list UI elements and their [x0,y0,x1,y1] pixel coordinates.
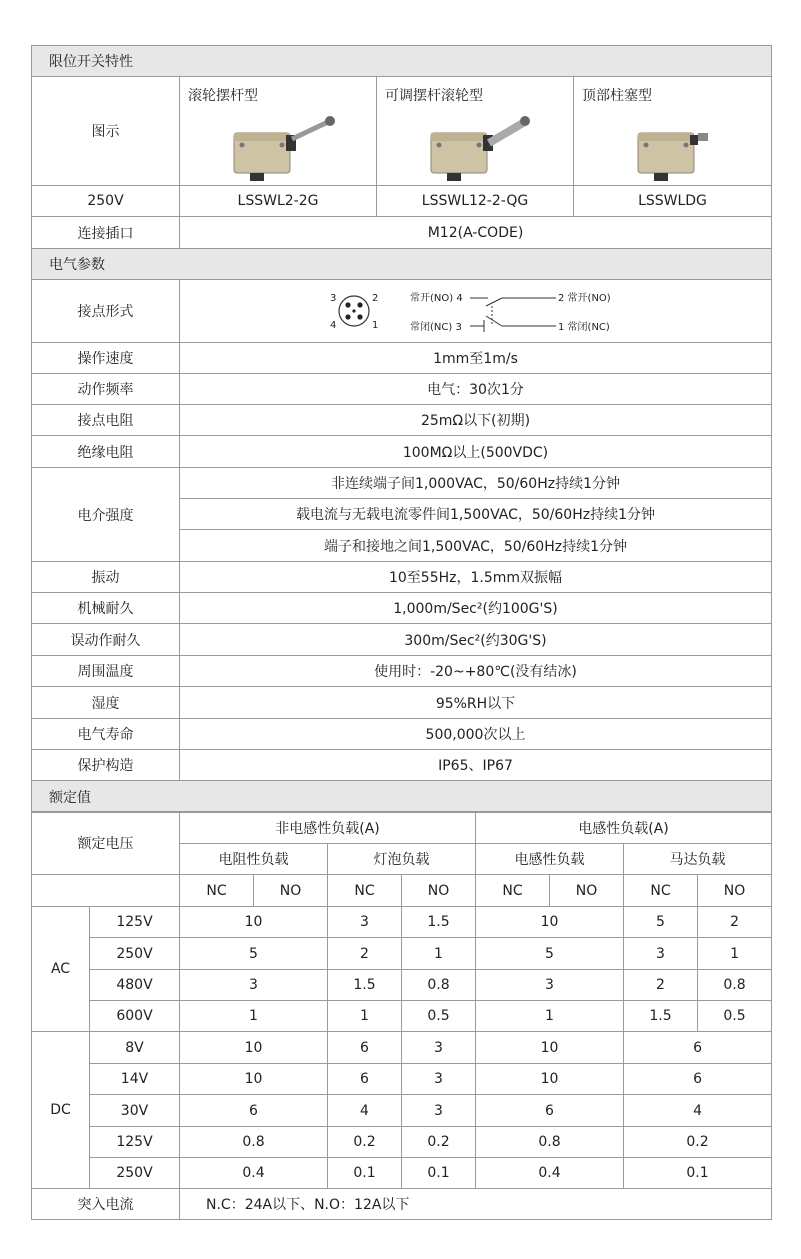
motor-no-value: 0.5 [698,1001,772,1032]
motor-value: 4 [624,1095,772,1127]
motor-nc-value: 5 [624,907,698,938]
inrush-label: 突入电流 [32,1189,180,1220]
lamp-nc-value: 2 [328,938,402,970]
inductive-value: 0.8 [476,1127,624,1158]
roller-lever-switch-icon [230,115,340,185]
nc-header: NC [624,875,698,907]
lamp-nc-value: 0.2 [328,1127,402,1158]
contact-form-diagram [180,280,772,343]
type-label: 滚轮摆杆型 [188,88,258,104]
nc-header: NC [328,875,402,907]
nc-header: NC [180,875,254,907]
model-number: LSSWL12-2-QG [377,186,574,217]
empty-cell [32,875,180,907]
product-roller-lever [180,77,377,186]
top-plunger-switch-icon [624,115,734,185]
inductive-value: 10 [476,1064,624,1095]
inductive-value: 0.4 [476,1158,624,1189]
resistive-value: 1 [180,1001,328,1032]
row-voltage: 480V [90,970,180,1001]
lamp-nc-value: 3 [328,907,402,938]
motor-no-value: 2 [698,907,772,938]
product-adjustable-roller-lever [377,77,574,186]
dielectric-value: 端子和接地之间1,500VAC，50/60Hz持续1分钟 [180,530,772,562]
lamp-no-value: 3 [402,1032,476,1064]
inductive-value: 5 [476,938,624,970]
param-value: 1mm至1m/s [180,343,772,374]
dielectric-value: 载电流与无载电流零件间1,500VAC，50/60Hz持续1分钟 [180,499,772,530]
non-inductive-header: 非电感性负载(A) [180,812,476,844]
param-value: 100MΩ以上(500VDC) [180,436,772,468]
motor-nc-value: 1.5 [624,1001,698,1032]
lamp-nc-value: 1.5 [328,970,402,1001]
resistive-value: 6 [180,1095,328,1127]
nc-header: NC [476,875,550,907]
param-label: 动作频率 [32,374,180,405]
section-rated: 额定值 [32,781,772,813]
pin-label: 3 [329,293,336,304]
param-label: 接点电阻 [32,405,180,436]
adjustable-lever-switch-icon [427,115,537,185]
no-right-label: 2 常开(NO) [557,293,611,304]
dielectric-value: 非连续端子间1,000VAC，50/60Hz持续1分钟 [180,468,772,499]
lamp-nc-value: 6 [328,1032,402,1064]
param-value: 1,000m/Sec²(约100G'S) [180,593,772,624]
resistive-value: 10 [180,907,328,938]
motor-value: 6 [624,1064,772,1095]
param-value: 95%RH以下 [180,687,772,719]
contact-wiring-diagram [326,286,626,336]
resistive-value: 0.4 [180,1158,328,1189]
lamp-no-value: 0.5 [402,1001,476,1032]
inductive-value: 1 [476,1001,624,1032]
resistive-value: 0.8 [180,1127,328,1158]
param-label: 电气寿命 [32,719,180,750]
inductive-value: 6 [476,1095,624,1127]
row-voltage: 600V [90,1001,180,1032]
param-label: 绝缘电阻 [32,436,180,468]
lamp-no-value: 0.1 [402,1158,476,1189]
model-voltage: 250V [32,186,180,217]
lamp-nc-value: 6 [328,1064,402,1095]
pin-label: 1 [371,320,378,331]
spec-table [31,45,772,813]
load-subheader: 马达负载 [624,844,772,875]
ac-label: AC [32,907,90,1032]
param-value: 电气：30次1分 [180,374,772,405]
motor-no-value: 0.8 [698,970,772,1001]
inductive-value: 3 [476,970,624,1001]
connector-label: 连接插口 [32,217,180,249]
load-subheader: 电阻性负载 [180,844,328,875]
connector-value: M12(A-CODE) [180,217,772,249]
resistive-value: 3 [180,970,328,1001]
no-header: NO [698,875,772,907]
inductive-header: 电感性负载(A) [476,812,772,844]
no-header: NO [254,875,328,907]
nc-right-label: 1 常闭(NC) [557,322,610,333]
section-electrical: 电气参数 [32,249,772,280]
load-subheader: 灯泡负载 [328,844,476,875]
param-value: 25mΩ以下(初期) [180,405,772,436]
no-header: NO [550,875,624,907]
lamp-no-value: 0.8 [402,970,476,1001]
pin-label: 2 [371,293,378,304]
row-voltage: 250V [90,938,180,970]
row-voltage: 30V [90,1095,180,1127]
param-label: 振动 [32,562,180,593]
lamp-no-value: 1 [402,938,476,970]
param-label: 机械耐久 [32,593,180,624]
resistive-value: 5 [180,938,328,970]
param-value: IP65、IP67 [180,750,772,781]
rated-voltage-label: 额定电压 [32,812,180,875]
lamp-no-value: 0.2 [402,1127,476,1158]
nc-left-label: 常闭(NC) 3 [409,322,462,333]
lamp-nc-value: 0.1 [328,1158,402,1189]
motor-no-value: 1 [698,938,772,970]
inrush-value: N.C：24A以下、N.O：12A以下 [180,1189,772,1220]
row-voltage: 250V [90,1158,180,1189]
lamp-no-value: 1.5 [402,907,476,938]
type-label: 顶部柱塞型 [582,88,652,104]
resistive-value: 10 [180,1064,328,1095]
param-value: 使用时：-20~+80℃(没有结冰) [180,656,772,687]
motor-nc-value: 2 [624,970,698,1001]
lamp-nc-value: 1 [328,1001,402,1032]
motor-value: 0.2 [624,1127,772,1158]
model-number: LSSWL2-2G [180,186,377,217]
lamp-no-value: 3 [402,1064,476,1095]
load-subheader: 电感性负载 [476,844,624,875]
inductive-value: 10 [476,1032,624,1064]
param-value: 500,000次以上 [180,719,772,750]
resistive-value: 10 [180,1032,328,1064]
contact-form-label: 接点形式 [32,280,180,343]
motor-nc-value: 3 [624,938,698,970]
section-characteristics: 限位开关特性 [32,46,772,77]
param-value: 300m/Sec²(约30G'S) [180,624,772,656]
row-voltage: 8V [90,1032,180,1064]
rated-values-table [31,811,772,1220]
param-value: 10至55Hz，1.5mm双振幅 [180,562,772,593]
motor-value: 6 [624,1032,772,1064]
dielectric-label: 电介强度 [32,468,180,562]
type-label: 可调摆杆滚轮型 [385,88,483,104]
lamp-nc-value: 4 [328,1095,402,1127]
param-label: 误动作耐久 [32,624,180,656]
dc-label: DC [32,1032,90,1189]
param-label: 湿度 [32,687,180,719]
no-left-label: 常开(NO) 4 [409,293,463,304]
inductive-value: 10 [476,907,624,938]
row-voltage: 125V [90,1127,180,1158]
param-label: 操作速度 [32,343,180,374]
illustration-label: 图示 [32,77,180,186]
model-number: LSSWLDG [574,186,772,217]
row-voltage: 125V [90,907,180,938]
motor-value: 0.1 [624,1158,772,1189]
param-label: 周围温度 [32,656,180,687]
param-label: 保护构造 [32,750,180,781]
row-voltage: 14V [90,1064,180,1095]
lamp-no-value: 3 [402,1095,476,1127]
no-header: NO [402,875,476,907]
pin-label: 4 [329,320,336,331]
product-top-plunger [574,77,772,186]
